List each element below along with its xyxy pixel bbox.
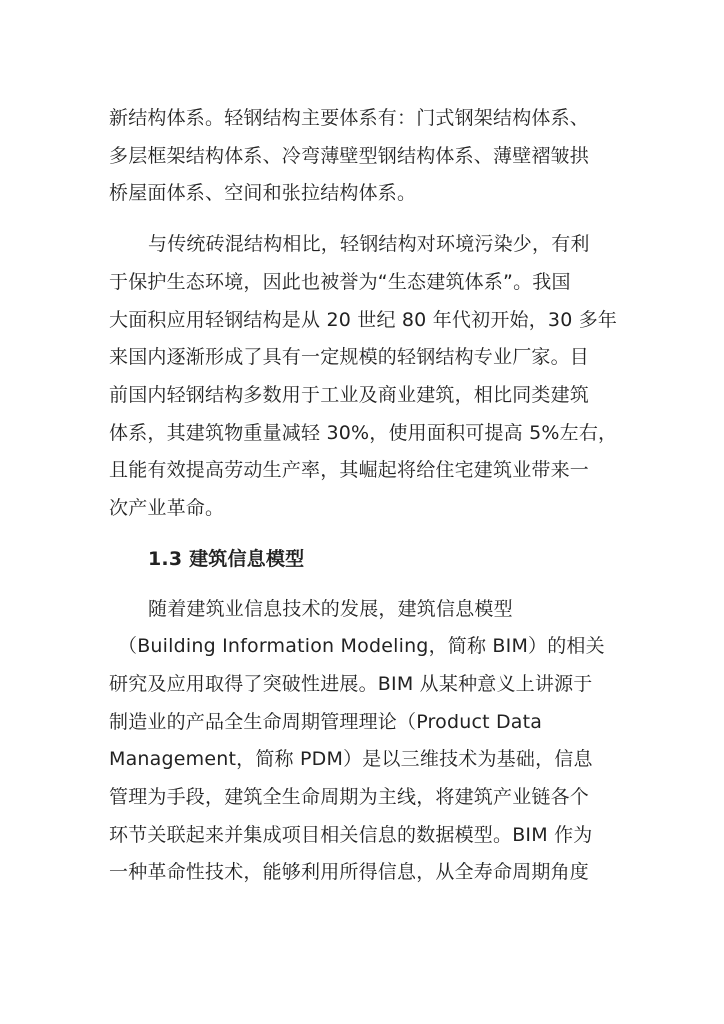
paragraph-2-line-1: 与传统砖混结构相比，轻钢结构对环境污染少，有利: [148, 233, 590, 255]
paragraph-2-line-7: 且能有效提高劳动生产率，其崛起将给住宅建筑业带来一: [109, 459, 590, 481]
paragraph-2-line-6: 体系，其建筑物重量减轻 30%，使用面积可提高 5%左右，: [109, 422, 618, 444]
paragraph-1-line-2: 多层框架结构体系、冷弯薄壁型钢结构体系、薄壁褶皱拱: [109, 145, 590, 167]
paragraph-2-line-8: 次产业革命。: [109, 497, 225, 519]
paragraph-2-line-4: 来国内逐渐形成了具有一定规模的轻钢结构专业厂家。目: [109, 346, 590, 368]
paragraph-2-line-2: 于保护生态环境，因此也被誉为“生态建筑体系”。我国: [109, 271, 571, 293]
paragraph-1-line-3: 桥屋面体系、空间和张拉结构体系。: [109, 182, 417, 204]
paragraph-2-line-3: 大面积应用轻钢结构是从 20 世纪 80 年代初开始，30 多年: [109, 309, 618, 331]
paragraph-3-line-1: 随着建筑业信息技术的发展，建筑信息模型: [148, 598, 513, 620]
paragraph-1-line-1: 新结构体系。轻钢结构主要体系有：门式钢架结构体系、: [109, 107, 590, 129]
paragraph-3-line-8: 一种革命性技术，能够利用所得信息，从全寿命周期角度: [109, 861, 590, 883]
paragraph-2-line-5: 前国内轻钢结构多数用于工业及商业建筑，相比同类建筑: [109, 384, 590, 406]
paragraph-3-line-6: 管理为手段，建筑全生命周期为主线，将建筑产业链各个: [109, 786, 590, 808]
paragraph-3-line-3: 研究及应用取得了突破性进展。BIM 从某种意义上讲源于: [109, 673, 593, 695]
paragraph-3-line-4: 制造业的产品全生命周期管理理论（Product Data: [109, 711, 543, 733]
paragraph-3-line-2: （Building Information Modeling，简称 BIM）的相关: [118, 635, 605, 657]
paragraph-3-line-5: Management，简称 PDM）是以三维技术为基础，信息: [109, 748, 593, 770]
paragraph-3-line-7: 环节关联起来并集成项目相关信息的数据模型。BIM 作为: [109, 824, 593, 846]
section-heading: 1.3 建筑信息模型: [148, 548, 305, 570]
